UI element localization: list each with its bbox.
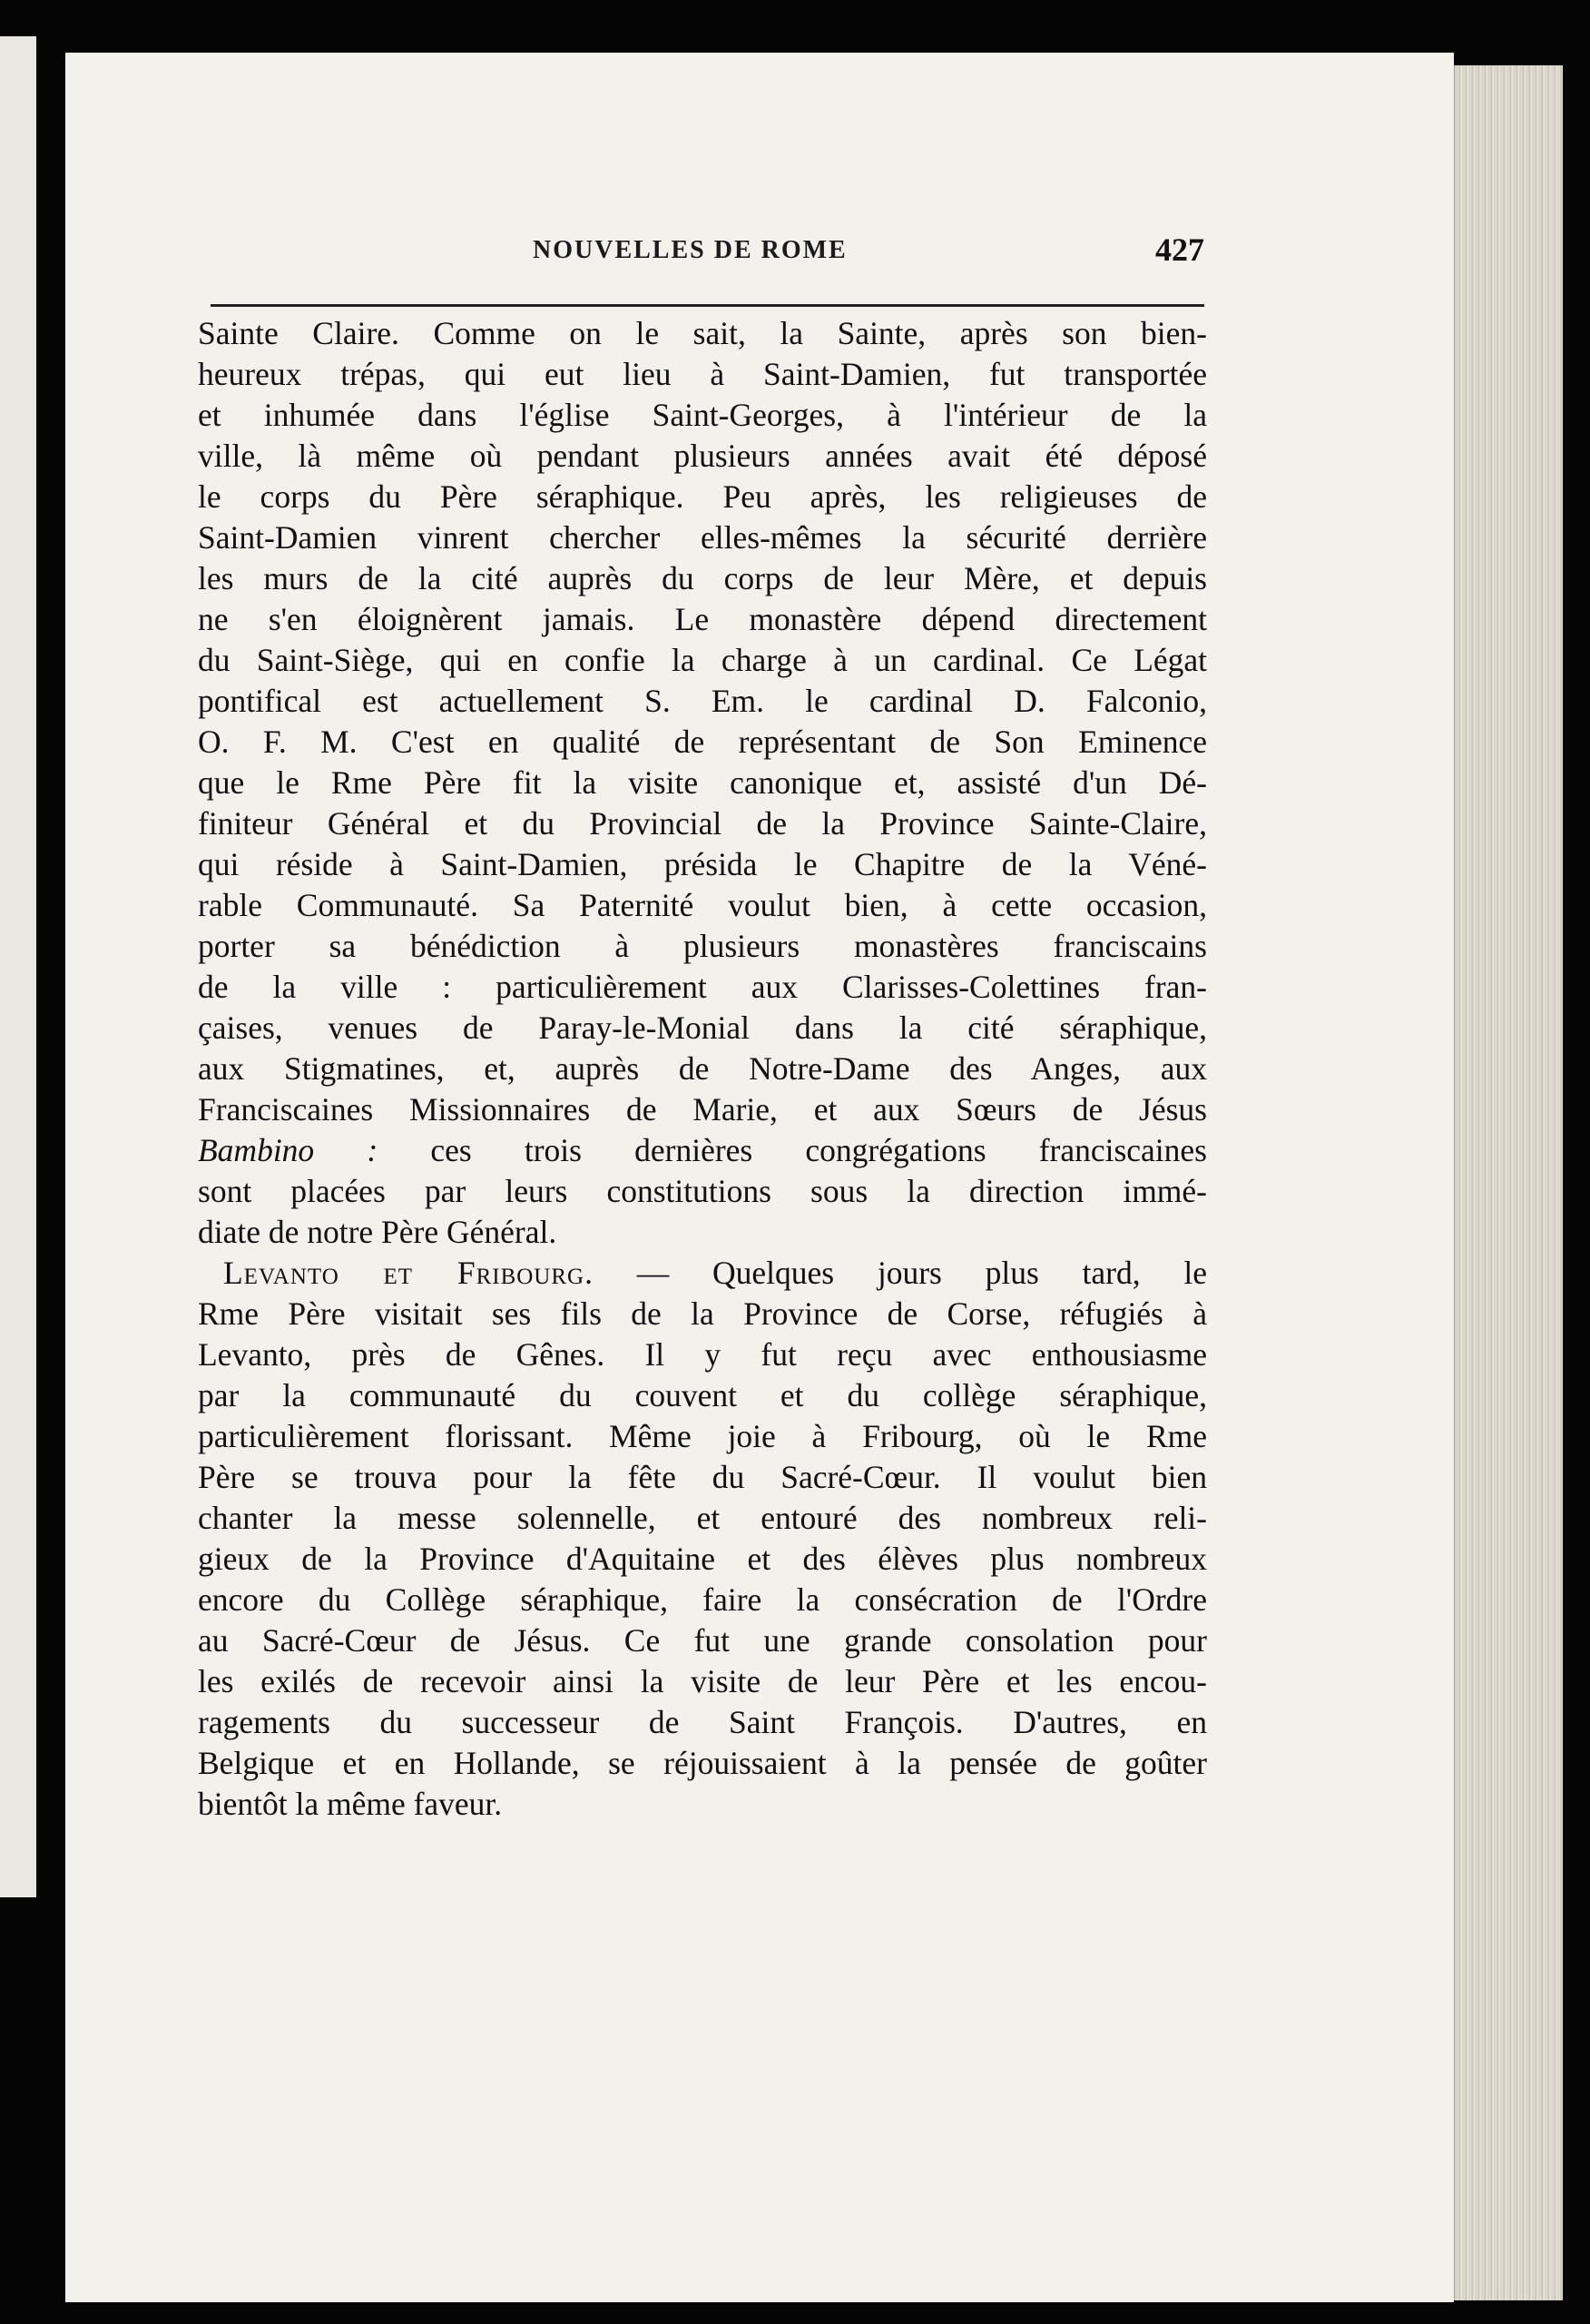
- text-line: Saint-Damien vinrent chercher elles-mêmes la sécurité derrière: [198, 519, 1207, 556]
- previous-page-edge: [0, 36, 36, 1897]
- text-line: O. F. M. C'est en qualité de représentant de Son Eminence: [198, 724, 1207, 760]
- text-line: bientôt la même faveur.: [198, 1786, 503, 1822]
- text-line: [198, 1253, 1207, 1294]
- line-text: ces trois dernières congrégations franciscaines: [430, 1132, 1207, 1168]
- text-line: Levanto, près de Gênes. Il y fut reçu avec enthousiasme: [198, 1336, 1207, 1373]
- header-rule: [211, 304, 1204, 307]
- text-line: que le Rme Père fit la visite canonique et, assisté d'un Dé-: [198, 764, 1207, 801]
- text-line: ville, là même où pendant plusieurs années avait été déposé: [198, 438, 1207, 474]
- text-line: et inhumée dans l'église Saint-Georges, à l'intérieur de la: [198, 397, 1207, 433]
- paragraph-2: [198, 1294, 1207, 1825]
- line-text: — Quelques jours plus tard, le: [636, 1255, 1207, 1291]
- text-line: Belgique et en Hollande, se réjouissaient à la pensée de goûter: [198, 1745, 1207, 1781]
- text-line: rable Communauté. Sa Paternité voulut bien, à cette occasion,: [198, 887, 1207, 923]
- text-line: sont placées par leurs constitutions sous la direction immé-: [198, 1173, 1207, 1209]
- text-line: Père se trouva pour la fête du Sacré-Cœur. Il voulut bien: [198, 1459, 1207, 1495]
- text-line: de la ville : particulièrement aux Clarisses-Colettines fran-: [198, 969, 1207, 1005]
- text-line: les exilés de recevoir ainsi la visite de leur Père et les encou-: [198, 1663, 1207, 1699]
- paragraph-1-end: [198, 1171, 1207, 1253]
- text-line: diate de notre Père Général.: [198, 1214, 557, 1250]
- text-line: encore du Collège séraphique, faire la consécration de l'Ordre: [198, 1581, 1207, 1618]
- text-line: gieux de la Province d'Aquitaine et des élèves plus nombreux: [198, 1541, 1207, 1577]
- text-line: chanter la messe solennelle, et entouré des nombreux reli-: [198, 1500, 1207, 1536]
- text-line: çaises, venues de Paray-le-Monial dans la cité séraphique,: [198, 1009, 1207, 1046]
- text-line: porter sa bénédiction à plusieurs monastères franciscains: [198, 928, 1207, 964]
- text-line: finiteur Général et du Provincial de la Province Sainte-Claire,: [198, 805, 1207, 842]
- body-text: [198, 313, 1207, 1825]
- text-line: Sainte Claire. Comme on le sait, la Sainte, après son bien-: [198, 315, 1207, 351]
- text-line: du Saint-Siège, qui en confie la charge à un cardinal. Ce Légat: [198, 642, 1207, 678]
- text-line: particulièrement florissant. Même joie à Fribourg, où le Rme: [198, 1418, 1207, 1454]
- italic-word: Bambino :: [198, 1132, 378, 1168]
- text-line: les murs de la cité auprès du corps de leur Mère, et depuis: [198, 560, 1207, 596]
- text-line: Franciscaines Missionnaires de Marie, et aux Sœurs de Jésus: [198, 1091, 1207, 1128]
- text-line: pontifical est actuellement S. Em. le cardinal D. Falconio,: [198, 683, 1207, 719]
- paragraph-1: [198, 313, 1207, 1130]
- text-line: ragements du successeur de Saint François. D'autres, en: [198, 1704, 1207, 1740]
- page-number: 427: [1155, 231, 1204, 268]
- text-line: qui réside à Saint-Damien, présida le Chapitre de la Véné-: [198, 846, 1207, 882]
- section-heading: Levanto et Fribourg.: [223, 1255, 594, 1291]
- text-line: au Sacré-Cœur de Jésus. Ce fut une grande consolation pour: [198, 1622, 1207, 1659]
- text-line: ne s'en éloignèrent jamais. Le monastère dépend directement: [198, 601, 1207, 637]
- text-line: [198, 1130, 1207, 1171]
- running-title: NOUVELLES DE ROME: [533, 236, 848, 264]
- text-line: Rme Père visitait ses fils de la Province de Corse, réfugiés à: [198, 1295, 1207, 1332]
- page-header: [211, 231, 1204, 276]
- text-line: heureux trépas, qui eut lieu à Saint-Damien, fut transportée: [198, 356, 1207, 392]
- text-line: par la communauté du couvent et du collège séraphique,: [198, 1377, 1207, 1413]
- text-line: le corps du Père séraphique. Peu après, les religieuses de: [198, 478, 1207, 515]
- text-line: aux Stigmatines, et, auprès de Notre-Dame des Anges, aux: [198, 1050, 1207, 1087]
